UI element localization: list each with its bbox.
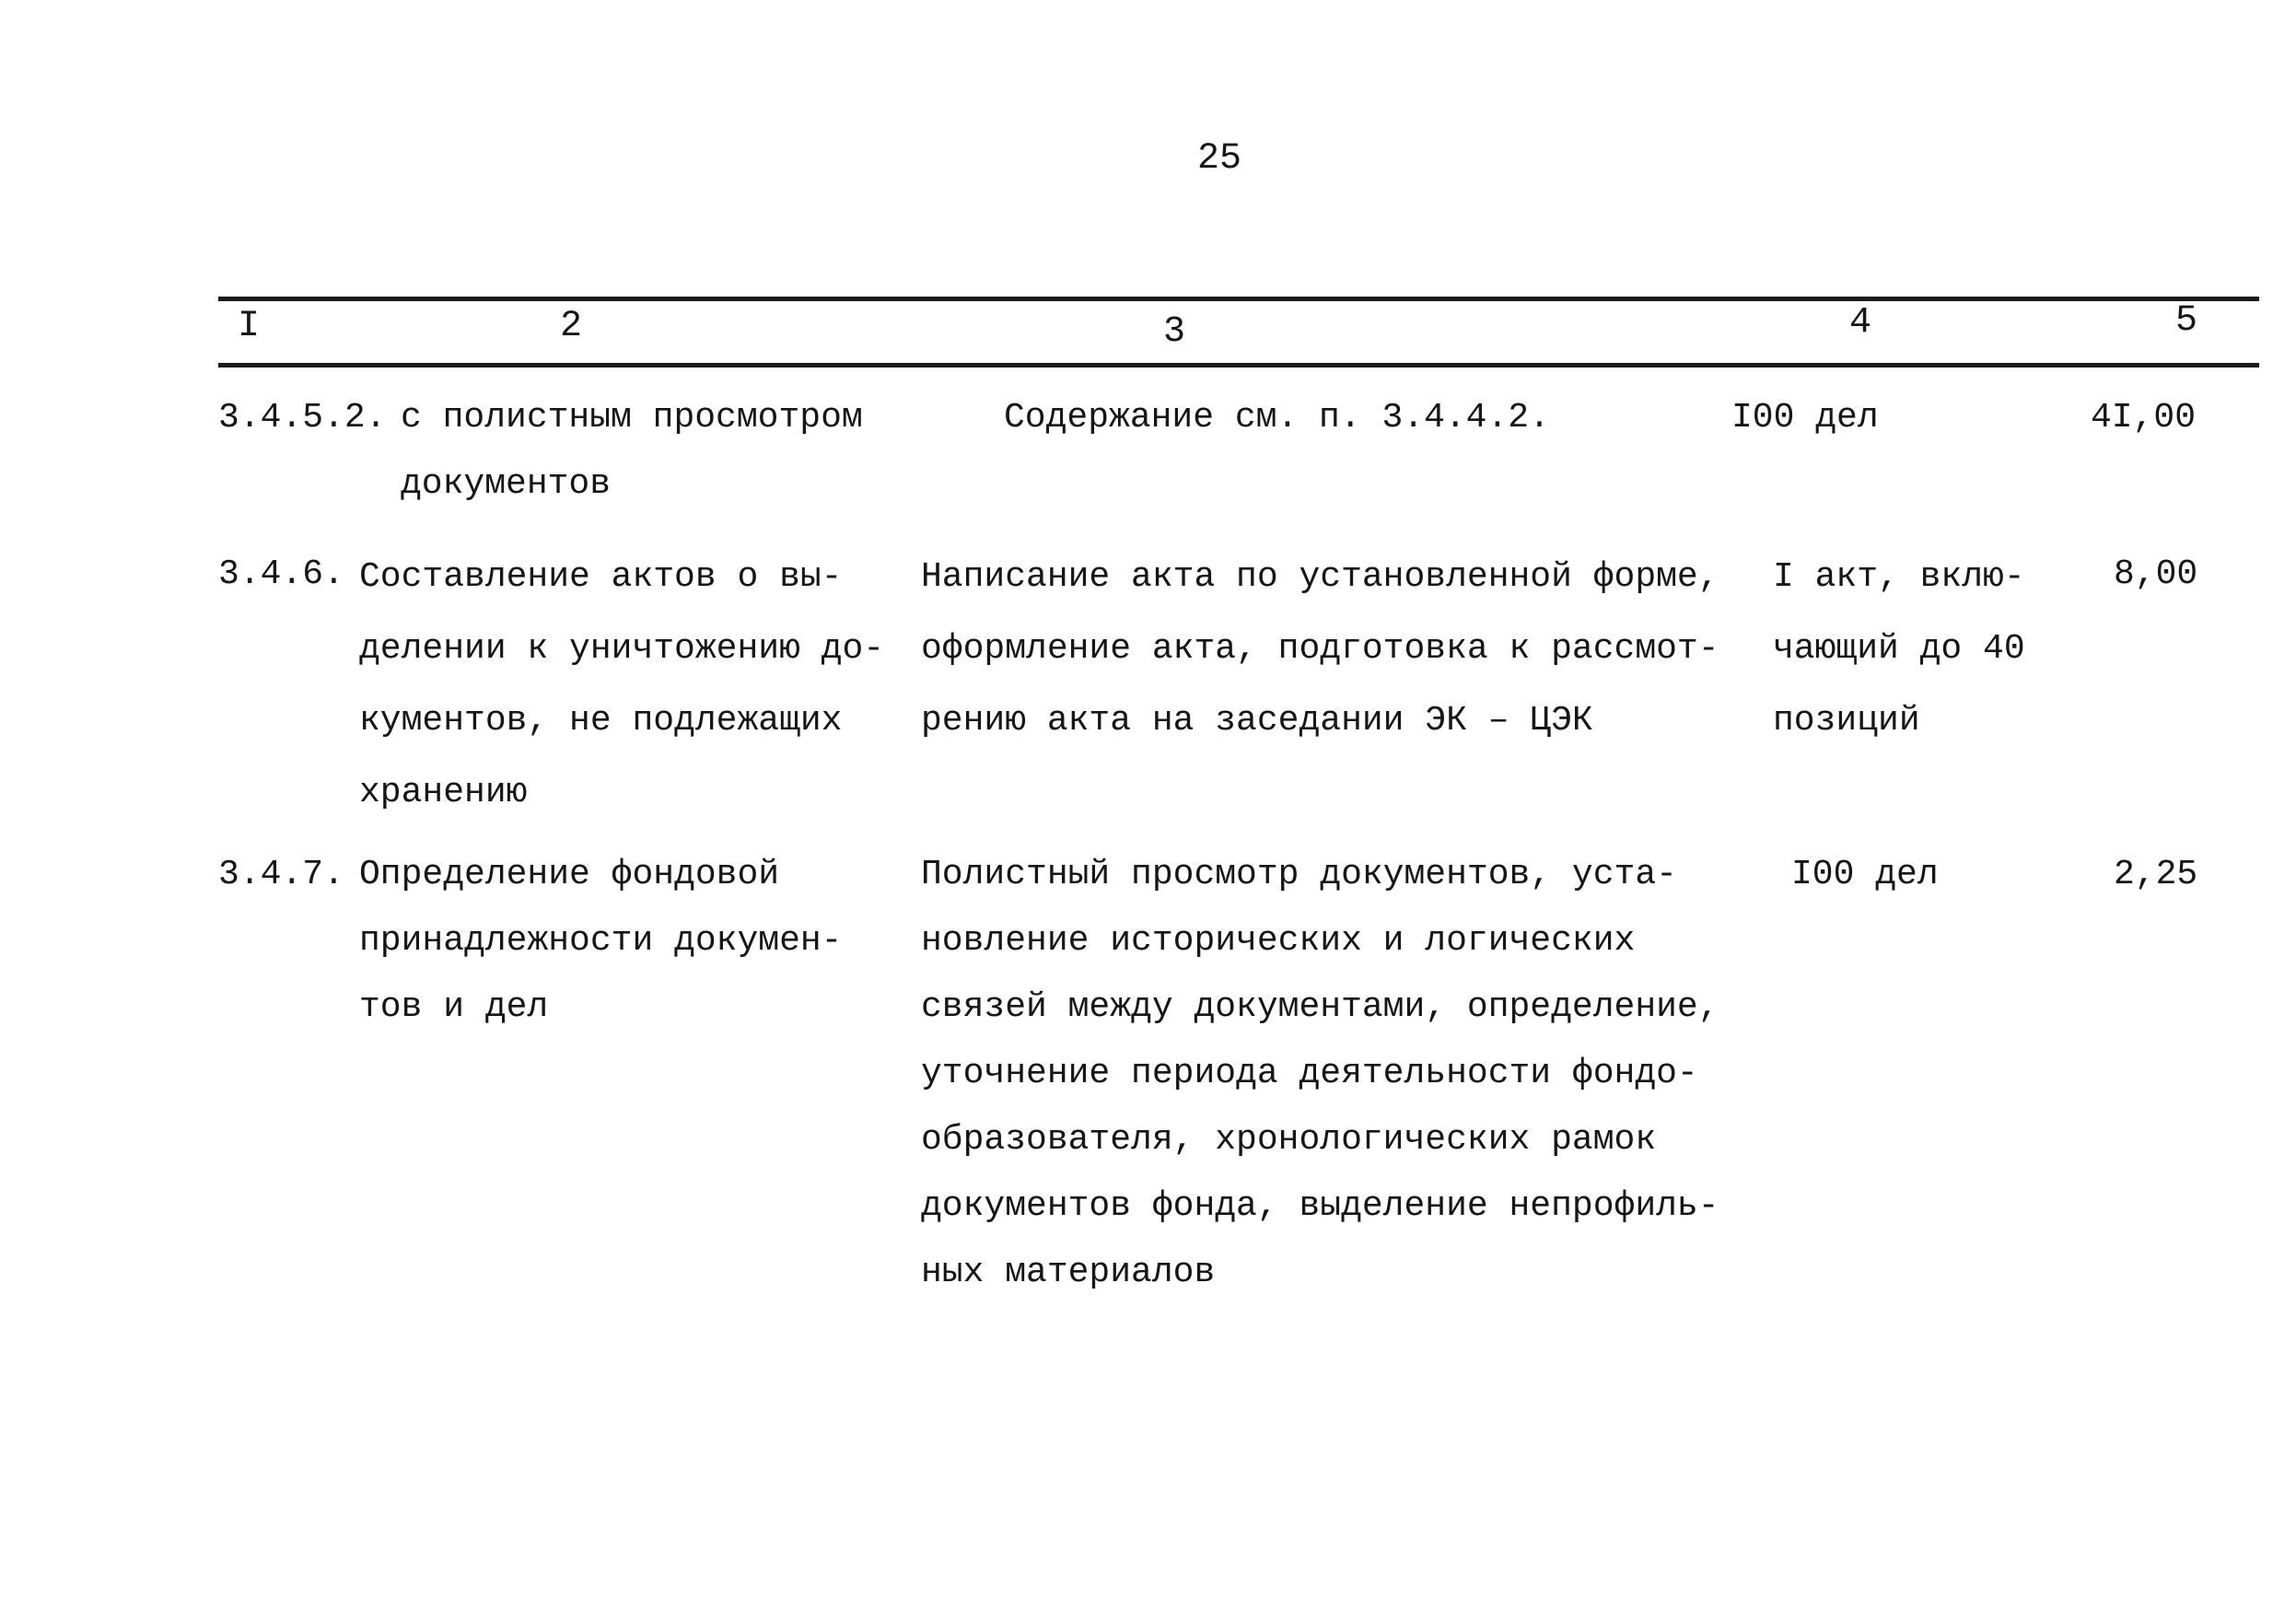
row-unit — [1791, 842, 1939, 908]
row-description-line: уточнение периода деятельности фондо- — [921, 1054, 1698, 1093]
row-number: 3.4.5.2. — [218, 398, 387, 437]
table-header-rule — [218, 363, 2259, 367]
page-number: 25 — [1197, 138, 1242, 180]
row-name — [359, 842, 843, 1041]
row-value: 2,25 — [2114, 855, 2198, 894]
row-description — [921, 842, 1719, 1306]
table-header-col-4: 4 — [1849, 302, 1872, 344]
row-unit — [1773, 542, 2025, 757]
row-name-line: хранению — [359, 773, 528, 812]
row-unit — [1731, 385, 1879, 451]
row-unit-line: I00 дел — [1791, 855, 1939, 894]
row-description-line: оформление акта, подготовка к рассмот- — [921, 629, 1719, 669]
row-number: 3.4.6. — [218, 554, 344, 594]
row-name — [359, 542, 884, 829]
row-name-line: делении к уничтожению до- — [359, 629, 885, 669]
row-unit-line: I00 дел — [1731, 398, 1879, 437]
row-unit-line: позиций — [1773, 701, 1920, 741]
row-unit-line: I акт, вклю- — [1773, 557, 2025, 597]
row-name-line: Определение фондовой — [359, 855, 780, 894]
table-header-col-2: 2 — [560, 306, 583, 347]
row-value: 4I,00 — [2091, 398, 2197, 437]
row-name-line: с полистным просмотром — [401, 398, 863, 437]
table-top-rule — [218, 297, 2259, 301]
row-unit-line: чающий до 40 — [1773, 629, 2025, 669]
row-description-line: Полистный просмотр документов, уста- — [921, 855, 1677, 894]
row-description-line: Содержание см. п. 3.4.4.2. — [1004, 398, 1550, 437]
row-description-line: рению акта на заседании ЭК – ЦЭК — [921, 701, 1593, 741]
row-description-line: связей между документами, определение, — [921, 987, 1719, 1027]
row-description-line: новление исторических и логических — [921, 921, 1636, 961]
row-number: 3.4.7. — [218, 855, 344, 894]
row-name-line: кументов, не подлежащих — [359, 701, 843, 741]
row-value: 8,00 — [2114, 554, 2198, 594]
row-name — [401, 385, 863, 451]
table-header-col-3: 3 — [1163, 311, 1186, 353]
table-header-col-5: 5 — [2175, 300, 2198, 342]
row-description — [1004, 385, 1550, 451]
row-description-line: образователя, хронологических рамок — [921, 1120, 1657, 1160]
row-name-line: принадлежности докумен- — [359, 921, 843, 961]
row-description-line: документов фонда, выделение непрофиль- — [921, 1186, 1719, 1226]
table-header-col-1: I — [238, 306, 261, 347]
row-description — [921, 542, 1719, 757]
row-name-line: тов и дел — [359, 987, 549, 1027]
row-name-line: документов — [401, 464, 612, 504]
row-description-line: Написание акта по установленной форме, — [921, 557, 1719, 597]
row-description-line: ных материалов — [921, 1253, 1216, 1292]
row-name-continuation — [401, 451, 611, 518]
row-name-line: Составление актов о вы- — [359, 557, 843, 597]
